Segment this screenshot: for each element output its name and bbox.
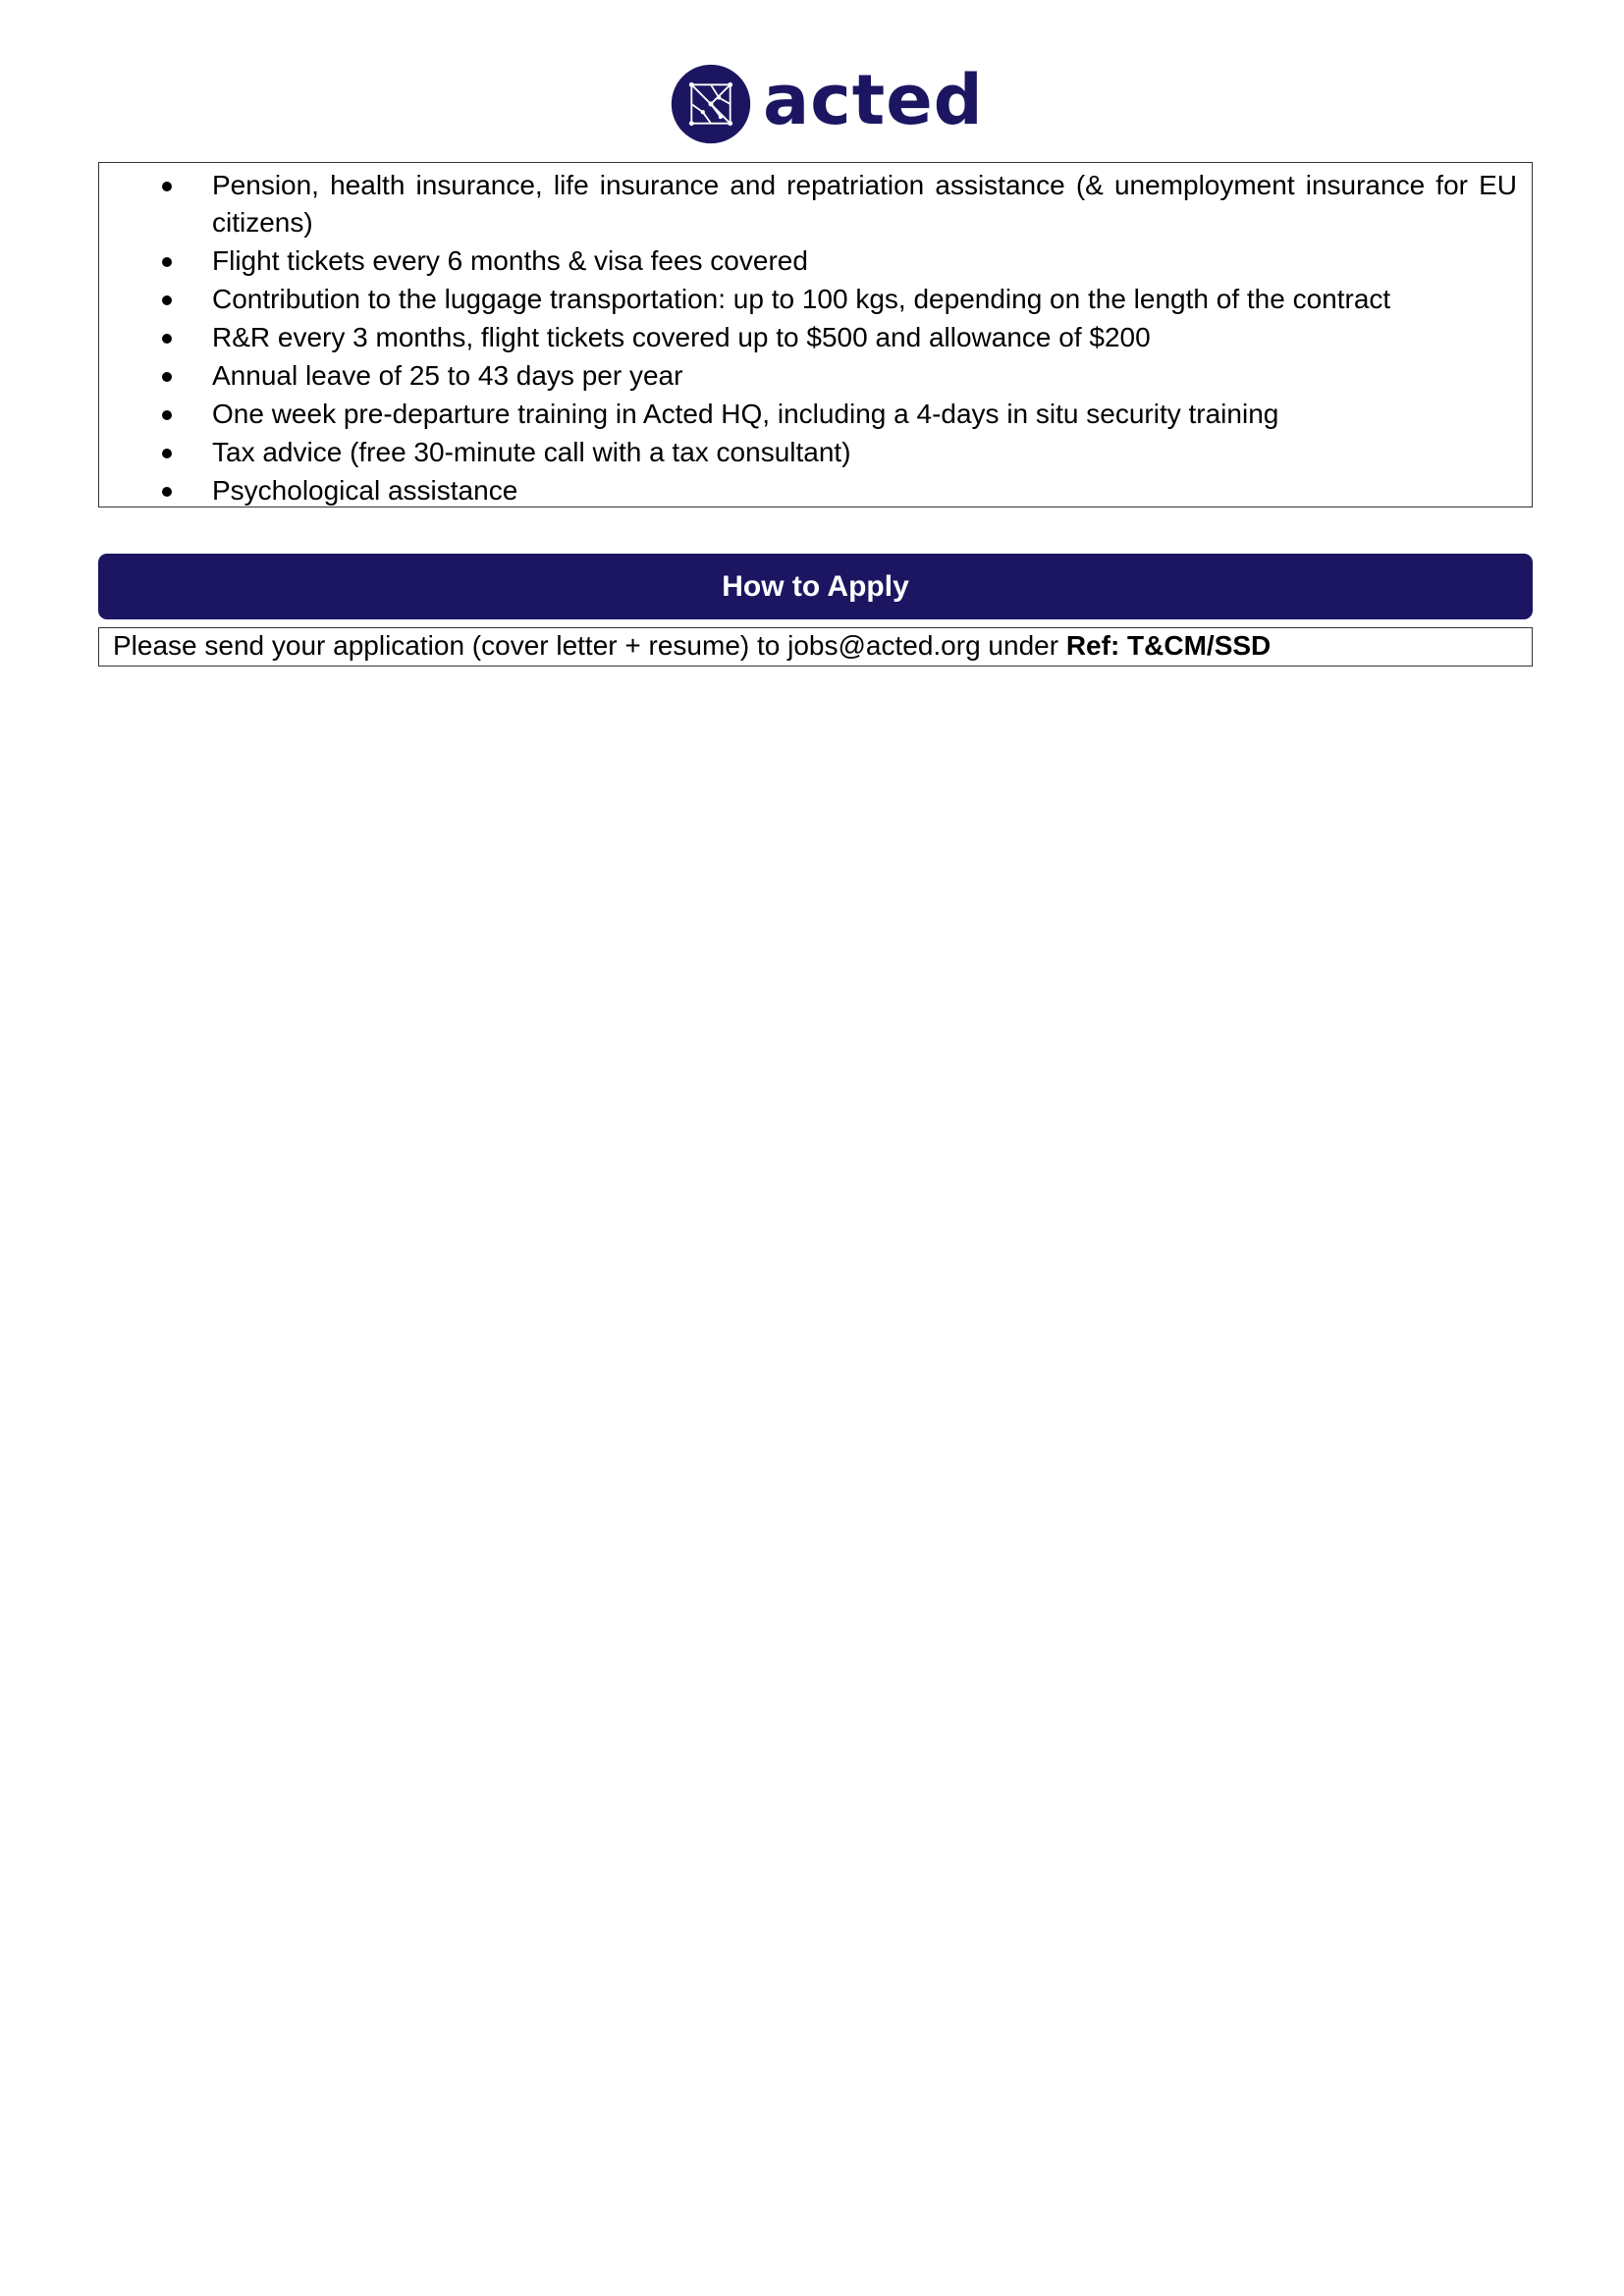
benefit-text: One week pre-departure training in Acted HQ, including a 4-days in situ security training (212, 399, 1279, 429)
benefit-item (99, 472, 1517, 509)
acted-wordmark: acted (763, 60, 984, 140)
apply-reference: Ref: T&CM/SSD (1065, 630, 1272, 661)
benefit-item (99, 242, 1517, 280)
apply-instructions (98, 627, 1533, 667)
bullet-icon (162, 410, 172, 420)
benefit-text: Tax advice (free 30-minute call with a tax consultant) (212, 437, 851, 467)
apply-text: Please send your application (cover letter + resume) to jobs@acted.org under (113, 630, 1066, 661)
benefits-list (99, 163, 1532, 509)
bullet-icon (162, 295, 172, 305)
bullet-icon (162, 257, 172, 267)
benefit-text: Pension, health insurance, life insurance and repatriation assistance (& unemployment insurance for EU citizens) (212, 170, 1517, 238)
bullet-icon (162, 449, 172, 458)
benefit-item (99, 281, 1517, 318)
benefit-text: Psychological assistance (212, 475, 518, 506)
how-to-apply-heading: How to Apply (98, 554, 1533, 619)
bullet-icon (162, 334, 172, 344)
benefit-item (99, 396, 1517, 433)
benefit-item (99, 357, 1517, 395)
benefits-box (98, 162, 1533, 507)
acted-globe-icon (671, 64, 751, 144)
benefit-text: R&R every 3 months, flight tickets covered up to $500 and allowance of $200 (212, 322, 1151, 352)
benefit-text: Flight tickets every 6 months & visa fees covered (212, 245, 808, 276)
benefit-text: Contribution to the luggage transportation: up to 100 kgs, depending on the length of the contract (212, 284, 1391, 314)
benefit-item (99, 434, 1517, 471)
benefit-item (99, 319, 1517, 356)
bullet-icon (162, 487, 172, 497)
bullet-icon (162, 182, 172, 191)
acted-logo (671, 62, 984, 146)
benefit-item (99, 167, 1517, 241)
benefit-text: Annual leave of 25 to 43 days per year (212, 360, 683, 391)
bullet-icon (162, 372, 172, 382)
